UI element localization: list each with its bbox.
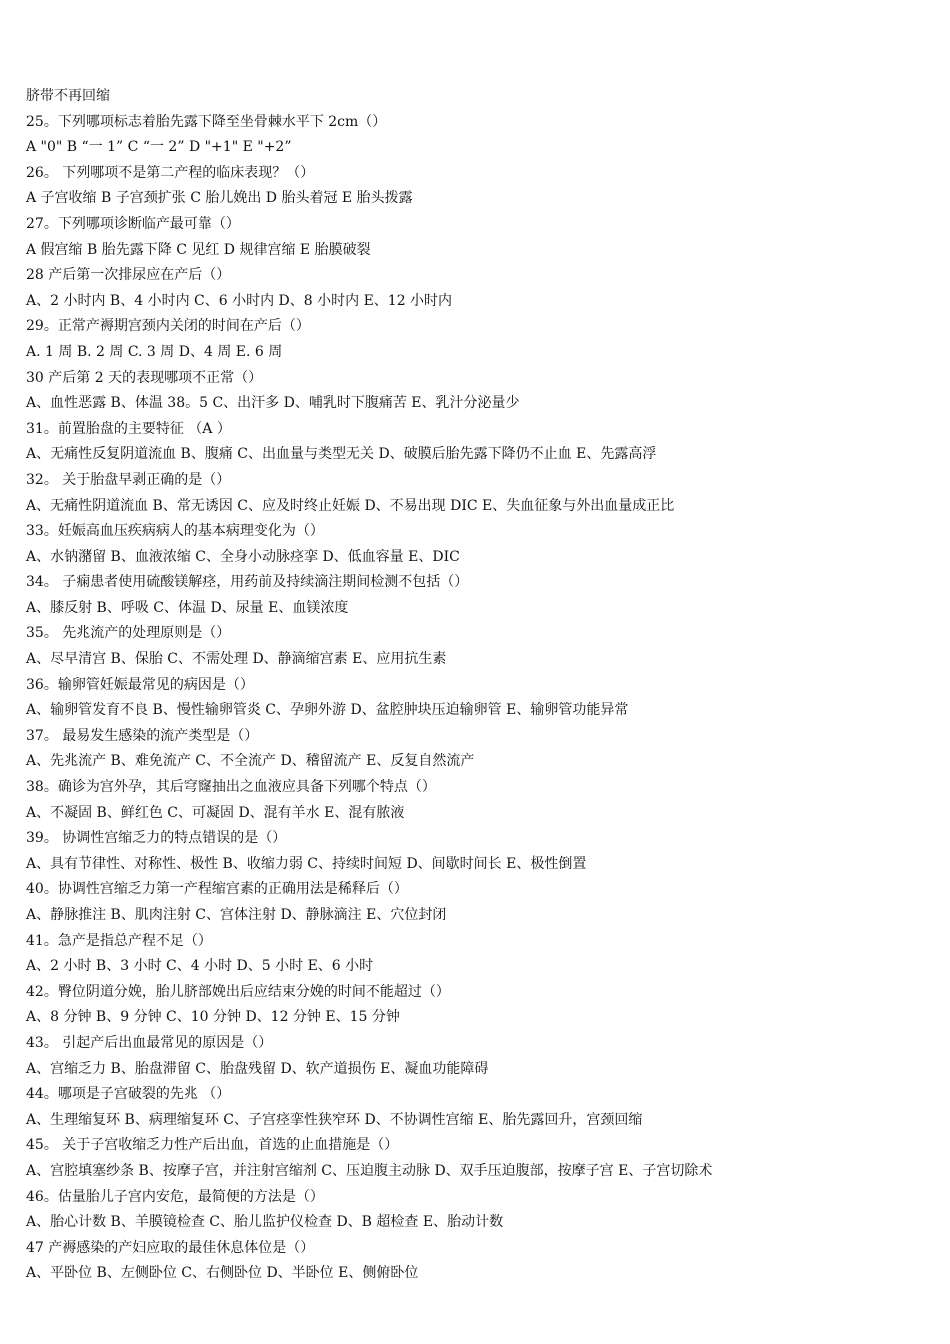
question-32: 32。 关于胎盘早剥正确的是（） (26, 471, 231, 488)
question-45: 45。 关于子宫收缩乏力性产后出血，首选的止血措施是（） (26, 1137, 399, 1154)
question-33: 33。妊娠高血压疾病病人的基本病理变化为（） (26, 523, 324, 540)
options-36: A、输卵管发育不良 B、慢性输卵管炎 C、孕卵外游 D、盆腔肿块压迫输卵管 E、输卵管功能异常 (26, 702, 629, 719)
options-47: A、平卧位 B、左侧卧位 C、右侧卧位 D、半卧位 E、侧俯卧位 (26, 1265, 419, 1282)
options-35: A、尽早清宫 B、保胎 C、不需处理 D、静滴缩宫素 E、应用抗生素 (26, 651, 447, 668)
options-42: A、8 分钟 B、9 分钟 C、10 分钟 D、12 分钟 E、15 分钟 (26, 1009, 400, 1026)
question-35: 35。 先兆流产的处理原则是（） (26, 625, 231, 642)
options-25: A "0" B “一 1” C “一 2” D "+1" E "+2” (26, 139, 292, 156)
question-25: 25。下列哪项标志着胎先露下降至坐骨棘水平下 2cm（） (26, 113, 387, 130)
options-46: A、胎心计数 B、羊膜镜检查 C、胎儿监护仪检查 D、B 超检查 E、胎动计数 (26, 1214, 504, 1231)
options-27: A 假宫缩 B 胎先露下降 C 见红 D 规律宫缩 E 胎膜破裂 (26, 241, 371, 258)
options-37: A、先兆流产 B、难免流产 C、不全流产 D、稽留流产 E、反复自然流产 (26, 753, 475, 770)
question-31: 31。前置胎盘的主要特征 （A ） (26, 420, 231, 437)
question-44: 44。哪项是子宫破裂的先兆 （） (26, 1086, 231, 1103)
options-41: A、2 小时 B、3 小时 C、4 小时 D、5 小时 E、6 小时 (26, 958, 374, 975)
question-34: 34。 子痫患者使用硫酸镁解痉，用药前及持续滴注期间检测不包括（） (26, 574, 469, 591)
question-30: 30 产后第 2 天的表现哪项不正常（） (26, 369, 263, 386)
question-42: 42。臀位阴道分娩，胎儿脐部娩出后应结束分娩的时间不能超过（） (26, 983, 450, 1000)
question-47: 47 产褥感染的产妇应取的最佳休息体位是（） (26, 1239, 315, 1256)
options-30: A、血性恶露 B、体温 38。5 C、出汗多 D、哺乳时下腹痛苦 E、乳汁分泌量少 (26, 395, 520, 412)
options-34: A、膝反射 B、呼吸 C、体温 D、尿量 E、血镁浓度 (26, 599, 349, 616)
options-45: A、宫腔填塞纱条 B、按摩子宫，并注射宫缩剂 C、压迫腹主动脉 D、双手压迫腹部，按摩子宫 E、子宫切除术 (26, 1162, 713, 1179)
question-list (26, 84, 926, 1287)
question-43: 43。 引起产后出血最常见的原因是（） (26, 1034, 273, 1051)
options-29: A. 1 周 B. 2 周 C. 3 周 D、4 周 E. 6 周 (26, 343, 283, 360)
question-40: 40。协调性宫缩乏力第一产程缩宫素的正确用法是稀释后（） (26, 881, 408, 898)
options-31: A、无痛性反复阴道流血 B、腹痛 C、出血量与类型无关 D、破膜后胎先露下降仍不止血 E、先露高浮 (26, 446, 657, 463)
options-26: A 子宫收缩 B 子宫颈扩张 C 胎儿娩出 D 胎头着冠 E 胎头拨露 (26, 190, 413, 207)
options-43: A、宫缩乏力 B、胎盘滞留 C、胎盘残留 D、软产道损伤 E、凝血功能障碍 (26, 1060, 489, 1077)
options-33: A、水钠潴留 B、血液浓缩 C、全身小动脉痉挛 D、低血容量 E、DIC (26, 548, 460, 565)
question-38: 38。确诊为宫外孕，其后穹窿抽出之血液应具备下列哪个特点（） (26, 779, 436, 796)
options-28: A、2 小时内 B、4 小时内 C、6 小时内 D、8 小时内 E、12 小时内 (26, 292, 453, 309)
question-39: 39。 协调性宫缩乏力的特点错误的是（） (26, 830, 287, 847)
question-36: 36。输卵管妊娠最常见的病因是（） (26, 676, 254, 693)
question-26: 26。 下列哪项不是第二产程的临床表现？（） (26, 164, 315, 181)
question-29: 29。正常产褥期宫颈内关闭的时间在产后（） (26, 318, 310, 335)
options-44: A、生理缩复环 B、病理缩复环 C、子宫痉挛性狭窄环 D、不协调性宫缩 E、胎先露回升，宫颈回缩 (26, 1111, 643, 1128)
options-38: A、不凝固 B、鲜红色 C、可凝固 D、混有羊水 E、混有脓液 (26, 804, 405, 821)
options-39: A、具有节律性、对称性、极性 B、收缩力弱 C、持续时间短 D、间歇时间长 E、极性倒置 (26, 855, 587, 872)
text-line: 脐带不再回缩 (26, 88, 110, 104)
question-37: 37。 最易发生感染的流产类型是（） (26, 727, 259, 744)
question-46: 46。估量胎儿子宫内安危，最简便的方法是（） (26, 1188, 324, 1205)
options-32: A、无痛性阴道流血 B、常无诱因 C、应及时终止妊娠 D、不易出现 DIC E、失血征象与外出血量成正比 (26, 497, 675, 514)
question-28: 28 产后第一次排尿应在产后（） (26, 267, 231, 284)
question-41: 41。急产是指总产程不足（） (26, 932, 212, 949)
options-40: A、静脉推注 B、肌肉注射 C、宫体注射 D、静脉滴注 E、穴位封闭 (26, 907, 447, 923)
question-27: 27。下列哪项诊断临产最可靠（） (26, 215, 240, 232)
